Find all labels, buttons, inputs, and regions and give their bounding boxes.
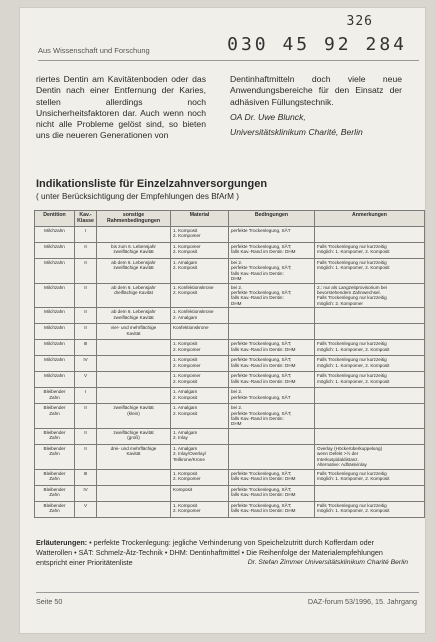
document-page [20,8,425,633]
table-cell: II [75,259,97,284]
table-cell: Milchzahn [35,243,75,259]
table-cell: Konfektionskrone [171,324,229,340]
notes-text: • perfekte Trockenlegung: jegliche Verhinderung von Speichelzutritt durch Kofferdam oder Watterollen • SÄT: Schmelz-Ätz-Technik • DHM: Dentinhaftmittel • Die Reihenfolge der Materialempfehlungen entspricht einer Prioritätenliste [36,538,383,567]
table-header-row [35,211,425,227]
table-header-cell: Dentition [35,211,75,227]
table-cell: bei 2. perfekte Trockenlegung, SÄT; falls Kav.-Rand im Dentin: DHM [229,404,315,429]
table-cell: Milchzahn [35,324,75,340]
table-cell: perfekte Trockenlegung, SÄT; falls Kav.-Rand im Dentin: DHM [229,485,315,501]
table-cell: 1. Komposit 2. Kompomer [171,340,229,356]
table-cell: perfekte Trockenlegung, SÄT; falls Kav.-Rand im Dentin: DHM [229,372,315,388]
table-row [35,501,425,517]
table-cell: 1. Amalgam 2. Komposit [171,259,229,284]
table-cell: Bleibender Zahn [35,469,75,485]
table-cell: 1. Komposit 2. Kompomer [171,501,229,517]
table-cell: Falls Trockenlegung nur kurzzeitig möglich: 1. Kompomer, 2. Komposit [315,469,425,485]
table-cell [97,388,171,404]
table-cell: 1. Konfektionskrone 2. Amalgam [171,308,229,324]
table-row [35,227,425,243]
table-cell: 1. Amalgam 2. Komposit [171,388,229,404]
table-cell: perfekte Trockenlegung, SÄT; falls Kav.-Rand im Dentin: DHM [229,243,315,259]
table-cell: ab dem 6. Lebensjahr zweiflächige Kavität [97,308,171,324]
table-cell: 1. Komposit 2. Kompomer [171,356,229,372]
table-cell: Milchzahn [35,283,75,308]
table-cell: Milchzahn [35,356,75,372]
table-cell: Overlay (Höckerüberkuppelung) wenn Defekt >½ der Interkuspidaldistanz. Alternative: Adhäsivinlay [315,444,425,469]
table-cell: 1. Kompomer 2. Komposit [171,243,229,259]
notes-block [36,538,408,568]
table-header-cell: Bedingungen [229,211,315,227]
table-cell [97,485,171,501]
table-cell [315,485,425,501]
table-cell: Falls Trockenlegung nur kurzzeitig möglich: 1. Kompomer, 2. Komposit [315,356,425,372]
list-title: Indikationsliste für Einzelzahnversorgungen [36,178,268,190]
table-cell: Milchzahn [35,259,75,284]
table-cell [97,356,171,372]
table-header-cell: Kav.-Klasse [75,211,97,227]
table-cell: Falls Trockenlegung nur kurzzeitig möglich: 1. Kompomer, 2. Komposit [315,340,425,356]
table-cell [229,444,315,469]
table-cell: IV [75,356,97,372]
table-cell [97,372,171,388]
table-row [35,388,425,404]
signature-name: OA Dr. Uwe Blunck, [230,111,306,122]
table-cell: 1. Konfektionskrone 2. Komposit [171,283,229,308]
table-cell [97,227,171,243]
article-column-right [230,74,402,138]
notes-label: Erläuterungen: [36,538,88,547]
table-cell: perfekte Trockenlegung, SÄT; falls Kav.-Rand im Dentin: DHM [229,356,315,372]
header-divider [38,60,419,61]
table-cell: Milchzahn [35,308,75,324]
table-cell [315,324,425,340]
table-header-cell: sonstige Rahmenbedingungen [97,211,171,227]
article-text-right: Dentinhaftmitteln doch viele neue Anwendungsbereiche für den Einsatz der adhäsiven Füllungstechnik. [230,74,402,107]
table-cell: Milchzahn [35,372,75,388]
table-body [35,227,425,518]
table-cell: II [75,324,97,340]
table-cell: 1. Kompomer 2. Komposit [171,372,229,388]
table-cell: ab dem 6. Lebensjahr dreiflächige Kavität [97,283,171,308]
notes-author: Dr. Stefan Zimmer Universitätsklinikum Charité Berlin [247,559,408,566]
page-number: Seite 50 [36,597,63,606]
table-cell: perfekte Trockenlegung, SÄT; falls Kav.-Rand im Dentin: DHM [229,340,315,356]
table-cell: II [75,243,97,259]
table-cell: perfekte Trockenlegung, SÄT [229,227,315,243]
table-cell: Bleibender Zahn [35,501,75,517]
table-cell: zweiflächige Kavität (groß) [97,428,171,444]
table-cell: Bleibender Zahn [35,388,75,404]
table-row [35,324,425,340]
table-header-cell: Anmerkungen [315,211,425,227]
table-row [35,404,425,429]
table-cell: Falls Trockenlegung nur kurzzeitig möglich: 1. Kompomer, 2. Komposit [315,501,425,517]
table-cell: II [75,428,97,444]
table-cell: Bleibender Zahn [35,404,75,429]
table-cell [229,308,315,324]
table-cell: perfekte Trockenlegung, SÄT; falls Kav.-Rand im Dentin: DHM [229,469,315,485]
table-cell: ab dem 6. Lebensjahr zweiflächige Kavität [97,259,171,284]
table-cell: Falls Trockenlegung nur kurzzeitig möglich: 1. Kompomer, 2. Komposit [315,259,425,284]
table-cell [229,428,315,444]
table-header-cell: Material [171,211,229,227]
signature-affiliation: Universitätsklinikum Charité, Berlin [230,127,363,138]
table-cell: V [75,501,97,517]
table-cell: bei 2. perfekte Trockenlegung, SÄT; falls Kav.-Rand im Dentin: DHM [229,259,315,284]
table-cell: IV [75,485,97,501]
table-cell: II [75,444,97,469]
table-row [35,428,425,444]
table-cell: III [75,340,97,356]
table-cell: bei 2. perfekte Trockenlegung, SÄT; falls Kav.-Rand im Dentin: DHM [229,283,315,308]
publication-info: DAZ-forum 53/1996, 15. Jahrgang [307,597,417,606]
table-cell: 2.: nur als Langzeitprovisorium bei bevorstehendem Zahnwechsel. Falls Trockenlegung nur kurzzeitig möglich: 2. Kompomer [315,283,425,308]
table-cell: I [75,388,97,404]
table-cell: Falls Trockenlegung nur kurzzeitig möglich: 1. Kompomer, 2. Komposit [315,372,425,388]
handwritten-phone-number: 030 45 92 284 [227,34,407,55]
table-cell: 1. Komposit 2. Kompomer [171,469,229,485]
table-row [35,259,425,284]
table-row [35,372,425,388]
table-cell: bei 2. perfekte Trockenlegung, SÄT [229,388,315,404]
table-cell [97,501,171,517]
table-cell: 1. Amalgam 2. Inlay/Overlay/ Teilkrone/Krone [171,444,229,469]
table-cell: V [75,372,97,388]
table-cell: II [75,308,97,324]
table-row [35,485,425,501]
handwritten-number-top: 326 [346,14,373,29]
list-subtitle: ( unter Berücksichtigung der Empfehlungen des BfArM ) [36,192,239,201]
footer-divider [36,592,419,593]
table-cell: Komposit [171,485,229,501]
table-cell [97,340,171,356]
table-cell: vier- und mehrflächige Kavität [97,324,171,340]
article-column-left [36,74,206,142]
section-header: Aus Wissenschaft und Forschung [38,46,150,55]
table-cell: III [75,469,97,485]
table-cell [315,308,425,324]
table-cell: bis zum 6. Lebensjahr zweiflächige Kavität [97,243,171,259]
table-cell [315,227,425,243]
table-cell: Milchzahn [35,340,75,356]
table-cell: I [75,227,97,243]
table-cell: zweiflächige Kavität (klein) [97,404,171,429]
table-cell [97,469,171,485]
table-cell: Falls Trockenlegung nur kurzzeitig möglich: 1. Kompomer, 2. Komposit [315,243,425,259]
table-cell: drei- und mehrflächige Kavität [97,444,171,469]
article-text-left: riertes Dentin am Kavitätenboden oder das Dentin nach einer Entfernung der Karies, stellen allerdings noch Unsicherheitsfaktoren dar. Auch wenn noch nicht alle Probleme gelöst sind, so bieten uns die neueren Generationen von [36,74,206,141]
table-cell: 1. Komposit 2. Kompomer [171,227,229,243]
table-cell [315,428,425,444]
table-row [35,444,425,469]
table-row [35,283,425,308]
table-row [35,356,425,372]
table-cell: Bleibender Zahn [35,444,75,469]
table-cell [315,388,425,404]
indication-table [34,210,425,518]
table-cell [229,324,315,340]
table-cell: II [75,404,97,429]
table-row [35,340,425,356]
table-row [35,243,425,259]
table-row [35,469,425,485]
table-cell: Bleibender Zahn [35,428,75,444]
table-cell: Bleibender Zahn [35,485,75,501]
table-row [35,308,425,324]
table-cell: Milchzahn [35,227,75,243]
table-cell: II [75,283,97,308]
table-cell: perfekte Trockenlegung, SÄT; falls Kav.-Rand im Dentin: DHM [229,501,315,517]
table-cell [315,404,425,429]
table-cell: 1. Amalgam 2. Komposit [171,404,229,429]
table-cell: 1. Amalgam 2. Inlay [171,428,229,444]
